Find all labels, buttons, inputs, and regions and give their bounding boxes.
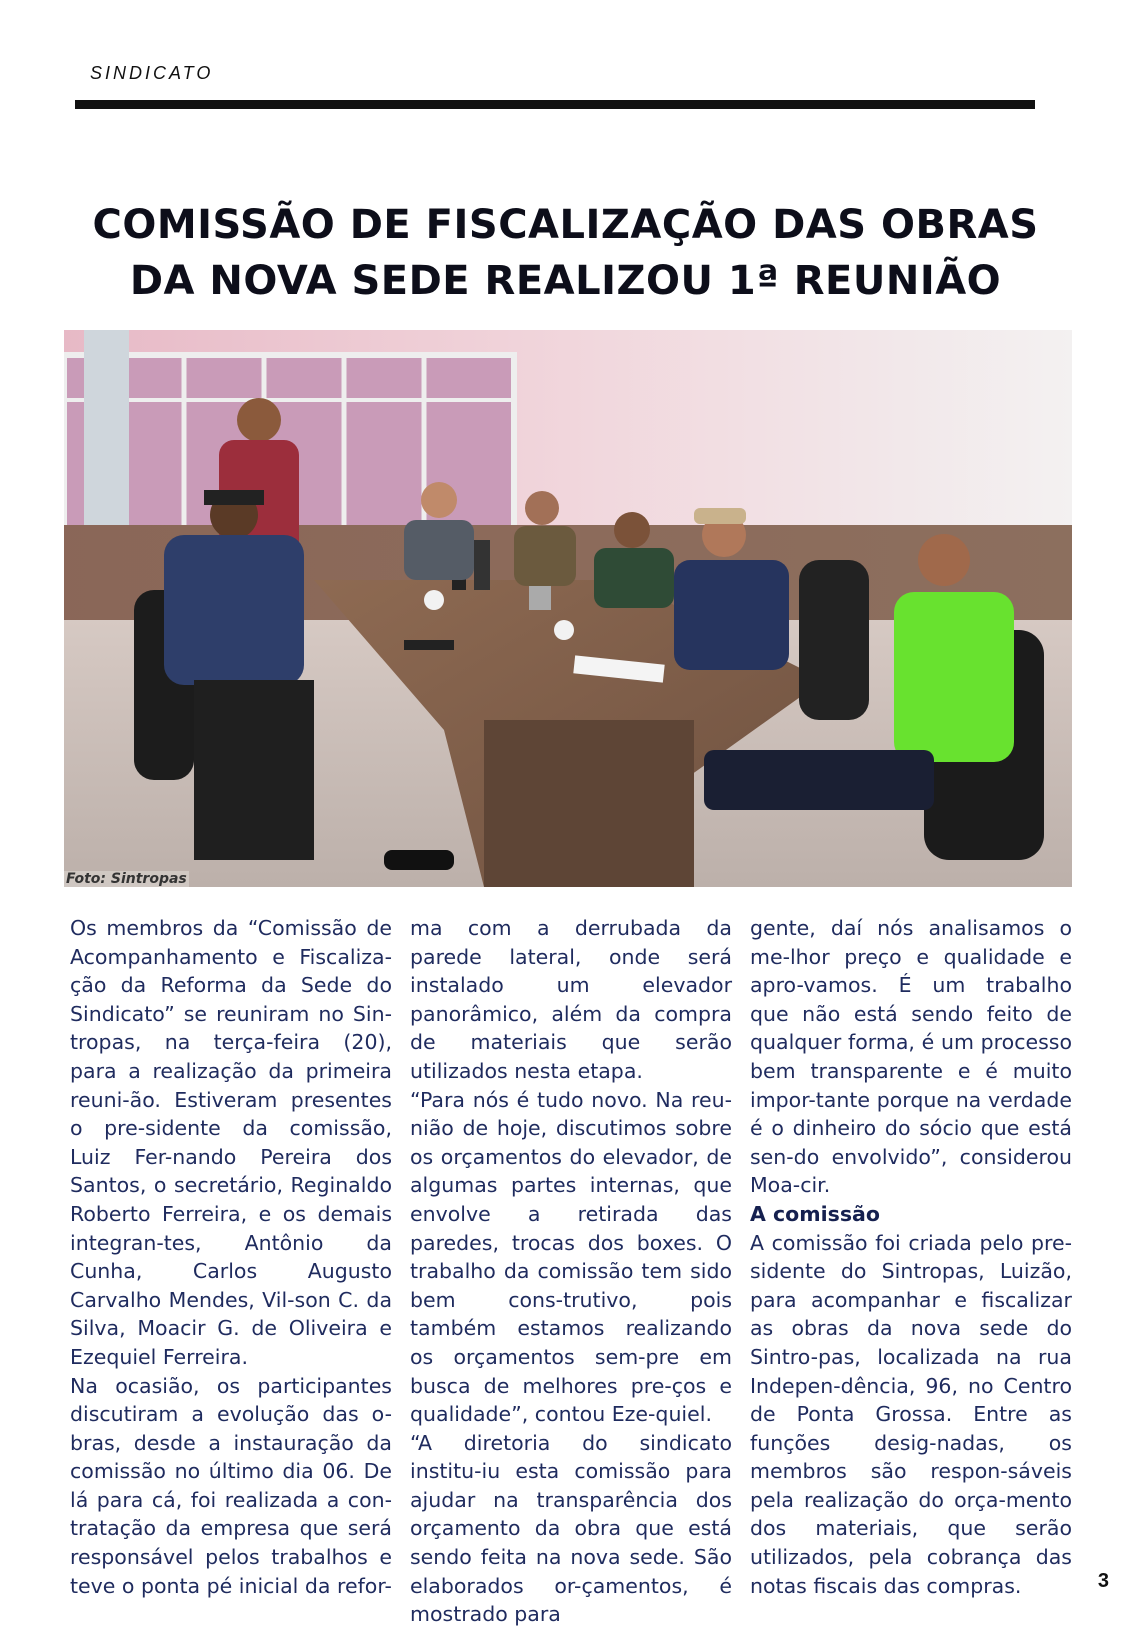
paragraph: Na ocasião, os participantes discutiram a evolução das o-bras, desde a instauração da comissão no último dia 06. De lá para cá, foi realizada a con-tratação da empresa que será responsável pelos trabalhos e teve o ponta pé inicial da refor- xyxy=(70,1373,392,1598)
paragraph: “A diretoria do sindicato institu-iu esta comissão para ajudar na transparência dos orçamento da obra que está sendo feita na nova sede. São elaborados or-çamentos, é mostrado para xyxy=(410,1430,732,1627)
section-label: SINDICATO xyxy=(90,63,214,83)
headline-line-2: DA NOVA SEDE REALIZOU 1ª REUNIÃO xyxy=(129,258,1002,304)
photo-credit: Foto: Sintropas xyxy=(66,871,187,887)
subheading: A comissão xyxy=(750,1201,880,1226)
paragraph: gente, daí nós analisamos o me-lhor preço e qualidade e apro-vamos. É um trabalho que não está sendo feito de qualquer forma, é um processo bem transparente e é muito impor-tante porque na verdade é o dinheiro do sócio que está sen-do envolvido”, considerou Moa-cir. xyxy=(750,916,1072,1198)
page-number: 3 xyxy=(1097,1570,1109,1592)
paragraph: Os membros da “Comissão de Acompanhamento e Fiscaliza-ção da Reforma da Sede do Sindicato” se reuniram no Sin-tropas, na terça-feira (20), para a realização da primeira reuni-ão. Estiveram presentes o pre-sidente da comissão, Luiz Fer-nando Pereira dos Santos, o secretário, Reginaldo Roberto Ferreira, e os demais integran-tes, Antônio da Cunha, Carlos Augusto Carvalho Mendes, Vil-son C. da Silva, Moacir G. de Oliveira e Ezequiel Ferreira. xyxy=(70,916,392,1369)
paragraph: “Para nós é tudo novo. Na reu-nião de hoje, discutimos sobre os orçamentos do elevador, de algumas partes internas, que envolve a retirada das paredes, trocas dos boxes. O trabalho da comissão tem sido bem cons-trutivo, pois também estamos realizando os orçamentos sem-pre em busca de melhores pre-ços e qualidade”, contou Eze-quiel. xyxy=(410,1087,732,1427)
paragraph: ma com a derrubada da parede lateral, onde será instalado um elevador panorâmico, além da compra de materiais que serão utilizados nesta etapa. xyxy=(410,916,732,1083)
headline xyxy=(40,197,1091,309)
meeting-photo xyxy=(64,330,1072,887)
body-column-3 xyxy=(750,914,1072,1600)
body-column-2 xyxy=(410,914,732,1629)
headline-line-1: COMISSÃO DE FISCALIZAÇÃO DAS OBRAS xyxy=(92,202,1039,248)
paragraph: A comissão foi criada pelo pre-sidente do Sintropas, Luizão, para acompanhar e fiscalizar as obras da nova sede do Sintro-pas, localizada na rua Indepen-dência, 96, no Centro de Ponta Grossa. Entre as funções desig-nadas, os membros são respon-sáveis pela realização do orça-mento dos materiais, que serão utilizados, pela cobrança das notas fiscais das compras. xyxy=(750,1230,1072,1598)
top-rule xyxy=(75,100,1035,109)
body-column-1 xyxy=(70,914,392,1600)
